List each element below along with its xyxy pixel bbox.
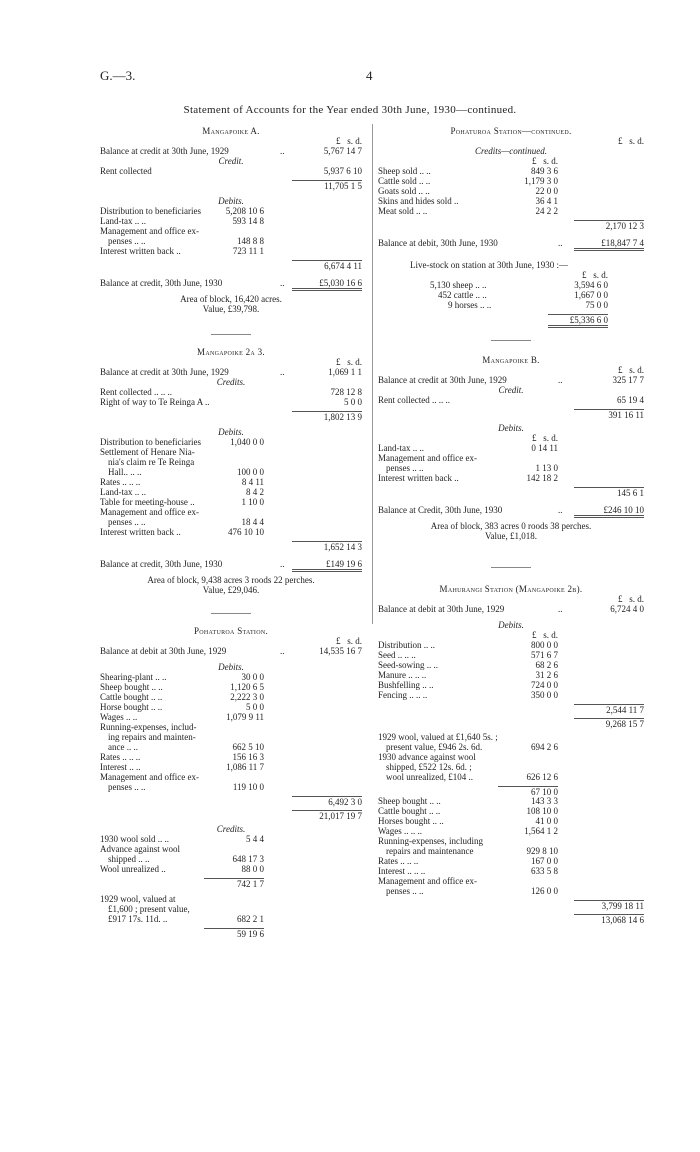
section-mangapoike-b: [378, 355, 644, 541]
currency-labels: £ s. d.: [531, 630, 558, 640]
block-area-note: Area of block, 9,438 acres 3 roods 22 perches.: [147, 575, 315, 585]
section-heading: Pohaturoa Station.: [193, 626, 269, 636]
ledger-row: penses .. .. 119 10 0: [108, 782, 264, 792]
section-pohaturoa-continued: [378, 126, 644, 324]
ledger-row: Running-expenses, includ-: [100, 722, 197, 732]
ledger-row: Seed-sowing .. .. 68 2 6: [378, 660, 558, 670]
section-separator: [491, 340, 531, 341]
opening-balance: Balance at debit at 30th June, 1929 .. 6,724 4 0: [378, 604, 644, 614]
subheading: Debits.: [498, 620, 524, 630]
ledger-row: ance .. .. 662 5 10: [108, 742, 264, 752]
currency-header: [378, 136, 644, 146]
opening-balance: Balance at credit at 30th June, 1929 .. 325 17 7: [378, 375, 644, 385]
currency-labels: £ s. d.: [617, 594, 644, 604]
opening-balance: Balance at credit at 30th June, 1929 .. 5,767 14 7: [100, 146, 362, 156]
block-value-note: Value, £39,798.: [202, 304, 260, 314]
subheading: Credits.: [216, 824, 246, 834]
block-value-note: Value, £29,046.: [202, 585, 260, 595]
ledger-row: Management and office ex-: [100, 226, 200, 236]
subtotal-row: 742 1 7: [100, 878, 362, 888]
column-divider: [372, 124, 373, 624]
ledger-row: Rent collected .. .. .. 65 19 4: [378, 395, 644, 405]
subtotal-row: 6,674 4 11: [100, 260, 362, 270]
currency-labels: £ s. d.: [617, 136, 644, 146]
subheading: Debits.: [218, 427, 244, 437]
ledger-row: Wages .. .. 1,079 9 11: [100, 712, 264, 722]
subheading: Credit.: [498, 385, 524, 395]
ledger-row: Manure .. .. .. 31 2 6: [378, 670, 558, 680]
section-mangapoike-a: [100, 126, 362, 314]
subtotal-row: 145 6 1: [378, 487, 644, 497]
ledger-row: Interest written back .. 723 11 1: [100, 246, 264, 256]
opening-balance: Balance at credit at 30th June, 1929 .. 1,069 1 1: [100, 367, 362, 377]
subtotal-row: 2,544 11 7: [378, 704, 644, 714]
ledger-row: Rates .. .. .. 8 4 11: [100, 477, 264, 487]
section-separator: [491, 567, 531, 568]
ledger-row: Rent collected 5,937 6 10: [100, 166, 362, 176]
ledger-row: Interest .. .. 1,086 11 7: [100, 762, 264, 772]
ledger-row: shipped .. .. 648 17 3: [108, 854, 264, 864]
subheading: Debits.: [218, 196, 244, 206]
ledger-row: repairs and maintenance 929 8 10: [386, 846, 558, 856]
closing-balance: Balance at credit, 30th June, 1930 .. £149 19 6: [100, 559, 362, 569]
currency-header: [378, 433, 644, 443]
livestock-heading: Live-stock on station at 30th June, 1930 :—: [410, 260, 568, 270]
currency-labels: £ s. d.: [335, 357, 362, 367]
currency-header: [378, 365, 644, 375]
currency-labels: £ s. d.: [617, 365, 644, 375]
currency-header: [378, 156, 644, 166]
left-column: [100, 126, 362, 938]
ledger-row: Hall.. .. .. 100 0 0: [108, 467, 264, 477]
subheading: Credit.: [218, 156, 244, 166]
section-separator: [211, 613, 251, 614]
ledger-row: Interest written back .. 476 10 10: [100, 527, 264, 537]
closing-balance: Balance at debit, 30th June, 1930 .. £18,847 7 4: [378, 238, 644, 248]
section-mangapoike-2a3: [100, 347, 362, 595]
currency-header: [100, 636, 362, 646]
ledger-row: Sheep bought .. .. 1,120 6 5: [100, 682, 264, 692]
ledger-row: nia's claim re Te Reinga: [108, 457, 195, 467]
ledger-row: present value, £946 2s. 6d. 694 2 6: [386, 742, 558, 752]
section-heading: Mangapoike A.: [202, 126, 260, 136]
ledger-row: Horse bought .. .. 5 0 0: [100, 702, 264, 712]
section-heading: Mangapoike 2a 3.: [197, 347, 265, 357]
currency-labels: £ s. d.: [531, 433, 558, 443]
section-pohaturoa: [100, 626, 362, 938]
subheading: Debits.: [498, 423, 524, 433]
subheading: Credits—continued.: [475, 146, 547, 156]
ledger-row: £917 17s. 11d. .. 682 2 1: [108, 914, 264, 924]
subtotal-row: 2,170 12 3: [378, 220, 644, 230]
subtotal-row: 3,799 18 11: [378, 900, 644, 910]
ledger-row: 1929 wool, valued at: [100, 894, 176, 904]
subtotal-row: 391 16 11: [378, 409, 644, 419]
opening-balance: Balance at debit at 30th June, 1929 .. 14,535 16 7: [100, 646, 362, 656]
section-heading: Pohaturoa Station—continued.: [450, 126, 572, 136]
ledger-row: Settlement of Henare Nia-: [100, 447, 195, 457]
currency-header: [100, 136, 362, 146]
ledger-row: penses .. .. 18 4 4: [108, 517, 264, 527]
ledger-row: 1929 wool, valued at £1,640 5s. ;: [378, 732, 498, 742]
subtotal-row: 1,802 13 9: [100, 411, 362, 421]
section-heading: Mahurangi Station (Mangapoike 2b).: [439, 584, 583, 594]
subheading: Credits.: [216, 377, 246, 387]
ledger-row: Interest written back .. 142 18 2: [378, 473, 558, 483]
currency-labels: £ s. d.: [581, 270, 608, 280]
subtotal-row: 6,492 3 0: [100, 796, 362, 806]
currency-header: [378, 630, 644, 640]
ledger-row: wool unrealized, £104 .. 626 12 6: [386, 772, 558, 782]
currency-labels: £ s. d.: [531, 156, 558, 166]
ledger-row: Sheep bought .. .. 143 3 3: [378, 796, 558, 806]
livestock-row: 9 horses .. .. 75 0 0: [448, 300, 608, 310]
ledger-row: Table for meeting-house .. 1 10 0: [100, 497, 264, 507]
subtotal-row: 11,705 1 5: [100, 180, 362, 190]
livestock-row: 452 cattle .. .. 1,667 0 0: [438, 290, 608, 300]
grand-total-row: 13,068 14 6: [378, 914, 644, 924]
ledger-row: Distribution .. .. 800 0 0: [378, 640, 558, 650]
ledger-row: ing repairs and mainten-: [108, 732, 196, 742]
currency-labels: £ s. d.: [335, 636, 362, 646]
ledger-row: Running-expenses, including: [378, 836, 483, 846]
ledger-row: Management and office ex-: [100, 507, 200, 517]
section-mahurangi: [378, 584, 644, 924]
ledger-row: Sheep sold .. .. 849 3 6: [378, 166, 558, 176]
ledger-row: Management and office ex-: [378, 453, 478, 463]
ledger-row: Shearing-plant .. .. 30 0 0: [100, 672, 264, 682]
ledger-row: Meat sold .. .. 24 2 2: [378, 206, 558, 216]
ledger-row: Rates .. .. .. 156 16 3: [100, 752, 264, 762]
ledger-row: Goats sold .. .. 22 0 0: [378, 186, 558, 196]
block-area-note: Area of block, 383 acres 0 roods 38 perches.: [430, 521, 592, 531]
block-value-note: Value, £1,018.: [485, 531, 537, 541]
ledger-row: Seed .. .. .. 571 6 7: [378, 650, 558, 660]
section-separator: [211, 334, 251, 335]
ledger-row: Right of way to Te Reinga A .. 5 0 0: [100, 397, 362, 407]
currency-labels: £ s. d.: [335, 136, 362, 146]
carry-forward-row: 59 19 6: [100, 928, 362, 938]
closing-balance: Balance at Credit, 30th June, 1930 .. £246 10 10: [378, 505, 644, 515]
ledger-row: penses .. .. 1 13 0: [386, 463, 558, 473]
ledger-row: Fencing .. .. .. 350 0 0: [378, 690, 558, 700]
ledger-row: Wages .. .. .. 1,564 1 2: [378, 826, 558, 836]
ledger-row: shipped, £522 12s. 6d. ;: [386, 762, 472, 772]
block-area-note: Area of block, 16,420 acres.: [180, 294, 282, 304]
currency-header: [378, 270, 644, 280]
ledger-row: Bushfelling .. .. 724 0 0: [378, 680, 558, 690]
ledger-row: Cattle bought .. .. 108 10 0: [378, 806, 558, 816]
currency-header: [100, 357, 362, 367]
ledger-row: 1930 advance against wool: [378, 752, 476, 762]
ledger-row: penses .. .. 148 8 8: [108, 236, 264, 246]
page-title: Statement of Accounts for the Year ended 30th June, 1930—continued.: [183, 104, 517, 116]
ledger-row: Management and office ex-: [378, 876, 478, 886]
ledger-row: Management and office ex-: [100, 772, 200, 782]
right-column: [378, 126, 644, 924]
ledger-row: 1930 wool sold .. .. 5 4 4: [100, 834, 264, 844]
running-total-row: 21,017 19 7: [100, 810, 362, 820]
ledger-row: Rates .. .. .. 167 0 0: [378, 856, 558, 866]
ledger-row: Land-tax .. .. 8 4 2: [100, 487, 264, 497]
section-heading: Mangapoike B.: [482, 355, 540, 365]
ledger-row: Cattle sold .. .. 1,179 3 0: [378, 176, 558, 186]
ledger-row: Distribution to beneficiaries 5,208 10 6: [100, 206, 264, 216]
ledger-row: Horses bought .. .. 41 0 0: [378, 816, 558, 826]
ledger-row: Land-tax .. .. 593 14 8: [100, 216, 264, 226]
page-header: [0, 68, 700, 88]
ledger-row: Cattle bought .. .. 2,222 3 0: [100, 692, 264, 702]
running-total-row: 9,268 15 7: [378, 718, 644, 728]
ledger-row: Land-tax .. .. 0 14 11: [378, 443, 558, 453]
ledger-row: £1,600 ; present value,: [108, 904, 190, 914]
ledger-row: Rent collected .. .. .. 728 12 8: [100, 387, 362, 397]
closing-balance: Balance at credit, 30th June, 1930 .. £5,030 16 6: [100, 278, 362, 288]
ledger-row: Distribution to beneficiaries 1,040 0 0: [100, 437, 264, 447]
livestock-row: 5,130 sheep .. .. 3,594 6 0: [430, 280, 608, 290]
subheading: Debits.: [218, 662, 244, 672]
ledger-row: Interest .. .. .. 633 5 8: [378, 866, 558, 876]
subtotal-row: 1,652 14 3: [100, 541, 362, 551]
currency-header: [378, 594, 644, 604]
ledger-row: Advance against wool: [100, 844, 180, 854]
ledger-row: Skins and hides sold .. 36 4 1: [378, 196, 558, 206]
page-number: 4: [366, 68, 373, 83]
livestock-total: £5,336 6 0: [378, 314, 644, 324]
document-reference: G.—3.: [100, 68, 136, 83]
ledger-row: Wool unrealized .. 88 0 0: [100, 864, 264, 874]
ledger-row: penses .. .. 126 0 0: [386, 886, 558, 896]
subtotal-row: 67 10 0: [378, 786, 644, 796]
